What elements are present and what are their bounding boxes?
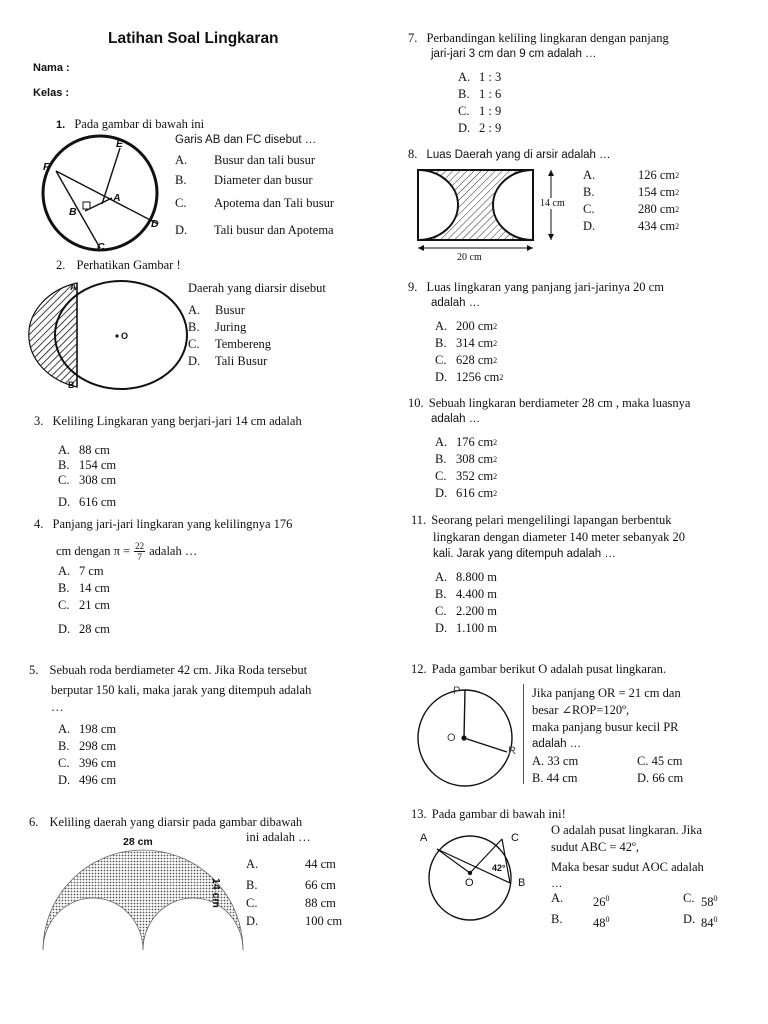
question-number: 8.: [408, 147, 418, 161]
option-value: 308 cm: [456, 452, 494, 466]
option-exponent: 2: [493, 438, 498, 447]
question-stem: Sebuah lingkaran berdiameter 28 cm , maka luasnya: [428, 396, 691, 410]
option-letter: C.: [58, 598, 70, 612]
option-letter: C.: [637, 754, 649, 768]
option-exponent: 2: [493, 339, 498, 348]
option-text: 4.400 m: [456, 587, 497, 601]
option-value: 1256 cm: [456, 370, 500, 384]
question-stem-pre: cm dengan π =: [56, 544, 131, 558]
option-exponent: 0: [713, 894, 718, 903]
question-11-line2: lingkaran dengan diameter 140 meter sebanyak 20: [433, 530, 685, 544]
question-stem: Luas Daerah yang di arsir adalah …: [426, 149, 611, 161]
option-value: 280 cm: [638, 202, 676, 216]
option-value: 628 cm: [456, 353, 494, 367]
option-text: 154 cm: [79, 458, 117, 472]
question-number: 6.: [29, 815, 39, 829]
q12-desc-line3: maka panjang busur kecil PR: [532, 720, 679, 734]
option-letter: D.: [637, 771, 650, 785]
option-text: 14 cm: [79, 581, 110, 595]
q2-label-o: O: [121, 331, 129, 341]
option-letter: A.: [58, 443, 71, 457]
q13-label-a: A: [420, 832, 428, 844]
option-text: 100 cm: [305, 913, 343, 928]
nama-label: Nama :: [33, 62, 70, 74]
option-text: 616 cm: [79, 495, 117, 509]
option-text: Tali Busur: [215, 354, 268, 368]
option-letter: D.: [58, 622, 71, 636]
question-7-line2: jari-jari 3 cm dan 9 cm adalah …: [431, 48, 597, 60]
q10-options: [435, 434, 497, 502]
question-11-line3: kali. Jarak yang ditempuh adalah …: [433, 548, 616, 560]
option-text: Tali busur dan Apotema: [214, 223, 334, 237]
question-number: 3.: [34, 414, 44, 428]
option-exponent: 0: [605, 894, 610, 903]
option-letter: D.: [458, 121, 471, 135]
option-letter: B.: [188, 320, 200, 334]
option-value: 84: [701, 916, 714, 931]
option-text: 44 cm: [305, 857, 336, 871]
option-letter: D.: [435, 621, 448, 635]
q2-label-a: A: [70, 282, 77, 292]
option-letter: A.: [583, 168, 596, 182]
option-exponent: 2: [493, 322, 498, 331]
option-text: 1 : 6: [479, 87, 502, 101]
q12-circle-figure: [418, 689, 528, 789]
option-letter: C.: [683, 891, 695, 905]
option-letter: B.: [58, 581, 70, 595]
option-value: 616 cm: [456, 486, 494, 500]
question-5: [29, 662, 307, 679]
option-letter: D.: [435, 486, 448, 500]
pi-fraction: [134, 541, 145, 562]
q6-height-label: 14 cm: [210, 878, 222, 908]
q1-label-a: A: [113, 192, 121, 204]
question-stem: Pada gambar di bawah ini!: [431, 807, 566, 821]
option-value: 434 cm: [638, 219, 676, 233]
option-letter: C.: [246, 895, 258, 910]
option-letter: A.: [435, 570, 448, 584]
question-number: 10.: [408, 396, 424, 410]
question-number: 1.: [56, 119, 66, 131]
option-text: Diameter dan busur: [214, 172, 313, 187]
q12-desc-line1: Jika panjang OR = 21 cm dan: [532, 686, 681, 700]
page-title: Latihan Soal Lingkaran: [108, 30, 279, 47]
q12-label-o: O: [447, 732, 456, 744]
q13-description: [551, 822, 704, 893]
option-letter: A.: [458, 70, 471, 84]
option-text: 28 cm: [79, 622, 110, 636]
fraction-denominator: 7: [137, 552, 142, 562]
question-number: 9.: [408, 280, 418, 294]
q13-desc-line3: Maka besar sudut AOC adalah: [551, 860, 704, 874]
option-text: 88 cm: [305, 895, 336, 910]
question-10-line2: adalah …: [431, 413, 481, 425]
option-text: 396 cm: [79, 756, 117, 770]
question-9-line2: adalah …: [431, 297, 481, 309]
q12-desc-line4: adalah …: [532, 738, 582, 750]
option-letter: B.: [532, 771, 544, 785]
option-letter: A.: [435, 435, 448, 449]
option-value: 154 cm: [638, 185, 676, 199]
question-5-line3: …: [51, 700, 64, 714]
option-text: 8.800 m: [456, 570, 497, 584]
option-exponent: 2: [675, 188, 680, 197]
option-exponent: 2: [675, 171, 680, 180]
question-number: 7.: [408, 31, 418, 45]
option-exponent: 0: [713, 915, 718, 925]
q2-circle-figure: [55, 280, 185, 390]
question-9: [408, 279, 664, 296]
option-letter: D.: [188, 354, 201, 368]
question-stem: Perhatikan Gambar !: [76, 258, 181, 272]
question-4: [34, 516, 292, 533]
option-letter: B.: [58, 739, 70, 753]
q1-prompt: Garis AB dan FC disebut …: [175, 134, 317, 146]
option-letter: A.: [435, 319, 448, 333]
option-exponent: 2: [493, 472, 498, 481]
question-stem: Seorang pelari mengelilingi lapangan berbentuk: [431, 513, 672, 527]
option-letter: A.: [58, 564, 71, 578]
q13-desc-line2: sudut ABC = 42º,: [551, 840, 640, 854]
question-stem: Pada gambar berikut O adalah pusat lingkaran.: [431, 662, 667, 676]
option-letter: B.: [551, 912, 563, 927]
option-letter: B.: [435, 336, 447, 350]
q1-options: [175, 150, 375, 244]
option-exponent: 0: [605, 915, 610, 925]
option-letter: C.: [435, 469, 447, 483]
option-letter: B.: [246, 877, 258, 892]
option-value: 26: [593, 895, 606, 910]
option-text: 2 : 9: [479, 121, 502, 135]
option-text: 298 cm: [79, 739, 117, 753]
question-stem: Luas lingkaran yang panjang jari-jarinya 20 cm: [426, 280, 664, 294]
option-text: Apotema dan Tali busur: [214, 196, 335, 210]
option-text: 21 cm: [79, 598, 110, 612]
option-text: 1 : 9: [479, 104, 502, 118]
q13-circle-figure: [430, 835, 520, 925]
question-number: 11.: [411, 513, 427, 527]
option-text: 198 cm: [79, 722, 117, 736]
q12-options: [532, 753, 732, 787]
option-value: 200 cm: [456, 319, 494, 333]
option-letter: B.: [583, 185, 595, 199]
question-7: [408, 30, 669, 47]
question-stem: Keliling daerah yang diarsir pada gambar dibawah: [49, 815, 303, 829]
q1-circle-figure: [40, 136, 165, 251]
option-letter: B.: [175, 172, 187, 187]
option-letter: D.: [435, 370, 448, 384]
q1-label-e: E: [116, 138, 124, 150]
q8-height-label: 14 cm: [540, 198, 565, 209]
q13-options: [551, 890, 751, 932]
q8-rectangle-figure: [418, 170, 573, 262]
q2-label-b: B: [68, 380, 75, 390]
option-letter: C.: [458, 104, 470, 118]
q13-desc-line4: …: [551, 878, 563, 890]
q8-options: [583, 167, 679, 235]
option-exponent: 2: [493, 489, 498, 498]
q5-options: [58, 721, 116, 789]
option-text: 45 cm: [651, 754, 683, 768]
option-letter: A.: [532, 754, 545, 768]
option-text: 66 cm: [305, 877, 336, 892]
question-stem: Panjang jari-jari lingkaran yang kelilingnya 176: [52, 517, 293, 531]
q9-options: [435, 318, 503, 386]
option-value: 314 cm: [456, 336, 494, 350]
option-letter: B.: [458, 87, 470, 101]
option-letter: A.: [58, 722, 71, 736]
question-stem: Pada gambar di bawah ini: [74, 117, 205, 131]
option-text: 7 cm: [79, 564, 104, 578]
question-number: 2.: [56, 258, 66, 272]
q13-desc-line1: O adalah pusat lingkaran. Jika: [551, 823, 702, 837]
option-letter: C.: [58, 756, 70, 770]
kelas-label: Kelas :: [33, 87, 70, 99]
option-letter: C.: [58, 473, 70, 487]
option-exponent: 2: [493, 455, 498, 464]
question-number: 13.: [411, 807, 427, 821]
option-letter: D.: [175, 223, 188, 237]
question-12: [411, 661, 666, 678]
option-letter: C.: [435, 353, 447, 367]
q12-label-r: R: [508, 745, 516, 757]
question-stem-post: adalah …: [149, 544, 198, 558]
option-letter: A.: [551, 891, 564, 905]
option-text: Juring: [215, 320, 247, 334]
question-number: 5.: [29, 663, 39, 677]
option-text: Busur: [215, 303, 245, 317]
q4-stem-line2: [56, 541, 197, 562]
option-text: 1.100 m: [456, 621, 497, 635]
fraction-numerator: 22: [135, 541, 145, 551]
option-letter: C.: [188, 337, 200, 351]
option-text: Busur dan tali busur: [214, 152, 316, 167]
option-exponent: 2: [499, 373, 504, 382]
q2-options: [188, 302, 271, 370]
option-value: 58: [701, 895, 714, 910]
option-value: 126 cm: [638, 168, 676, 182]
option-text: 66 cm: [652, 771, 684, 785]
q1-label-f: F: [43, 161, 50, 173]
question-5-line2: berputar 150 kali, maka jarak yang ditempuh adalah: [51, 683, 312, 697]
option-letter: D.: [246, 913, 259, 928]
question-13: [411, 806, 566, 823]
option-letter: B.: [435, 452, 447, 466]
q1-label-d: D: [151, 218, 159, 230]
q6-stem-line2: ini adalah …: [246, 830, 311, 844]
q7-options: [458, 69, 501, 137]
option-letter: A.: [246, 857, 259, 871]
option-text: 308 cm: [79, 473, 117, 487]
q6-options: [246, 853, 342, 930]
option-exponent: 2: [675, 222, 680, 231]
q13-label-b: B: [518, 877, 526, 889]
question-3: [34, 413, 302, 430]
q12-label-p: P: [453, 685, 461, 697]
question-number: 12.: [411, 662, 427, 676]
option-value: 352 cm: [456, 469, 494, 483]
option-exponent: 2: [493, 356, 498, 365]
option-text: 44 cm: [546, 771, 578, 785]
option-letter: B.: [435, 587, 447, 601]
question-10: [408, 395, 690, 412]
question-11: [411, 512, 672, 529]
option-letter: C.: [435, 604, 447, 618]
q3-options: [58, 443, 116, 510]
q13-label-c: C: [511, 832, 519, 844]
question-number: 4.: [34, 517, 44, 531]
question-8: [408, 146, 611, 164]
q1-label-c: C: [97, 241, 105, 253]
q13-label-o: O: [465, 877, 474, 889]
q8-width-label: 20 cm: [457, 252, 482, 263]
q6-width-label: 28 cm: [123, 836, 153, 848]
q1-label-b: B: [69, 206, 77, 218]
option-text: 2.200 m: [456, 604, 497, 618]
question-stem: Perbandingan keliling lingkaran dengan panjang: [426, 31, 669, 45]
option-value: 48: [593, 916, 606, 931]
option-text: Tembereng: [215, 337, 272, 351]
question-6: [29, 814, 302, 831]
option-letter: D.: [683, 912, 696, 927]
option-letter: A.: [175, 152, 188, 167]
option-value: 176 cm: [456, 435, 494, 449]
q11-options: [435, 569, 497, 637]
option-text: 88 cm: [79, 443, 110, 457]
option-text: 1 : 3: [479, 70, 502, 84]
question-1: [56, 116, 204, 134]
q12-divider: [523, 684, 524, 784]
question-stem: Sebuah roda berdiameter 42 cm. Jika Roda tersebut: [49, 663, 308, 677]
option-exponent: 2: [675, 205, 680, 214]
option-text: 33 cm: [547, 754, 579, 768]
option-letter: D.: [58, 495, 71, 509]
q4-options: [58, 564, 110, 639]
question-2: [56, 257, 181, 274]
option-letter: B.: [58, 458, 70, 472]
q13-angle-label: 42°: [492, 863, 506, 873]
question-stem: Keliling Lingkaran yang berjari-jari 14 cm adalah: [52, 414, 302, 428]
option-text: 496 cm: [79, 773, 117, 787]
option-letter: C.: [583, 202, 595, 216]
q12-description: [532, 685, 681, 753]
option-letter: D.: [58, 773, 71, 787]
q2-prompt: Daerah yang diarsir disebut: [188, 281, 326, 295]
option-letter: D.: [583, 219, 596, 233]
q12-desc-line2: besar ∠ROP=120º,: [532, 703, 630, 717]
option-letter: C.: [175, 196, 187, 210]
option-letter: A.: [188, 303, 201, 317]
